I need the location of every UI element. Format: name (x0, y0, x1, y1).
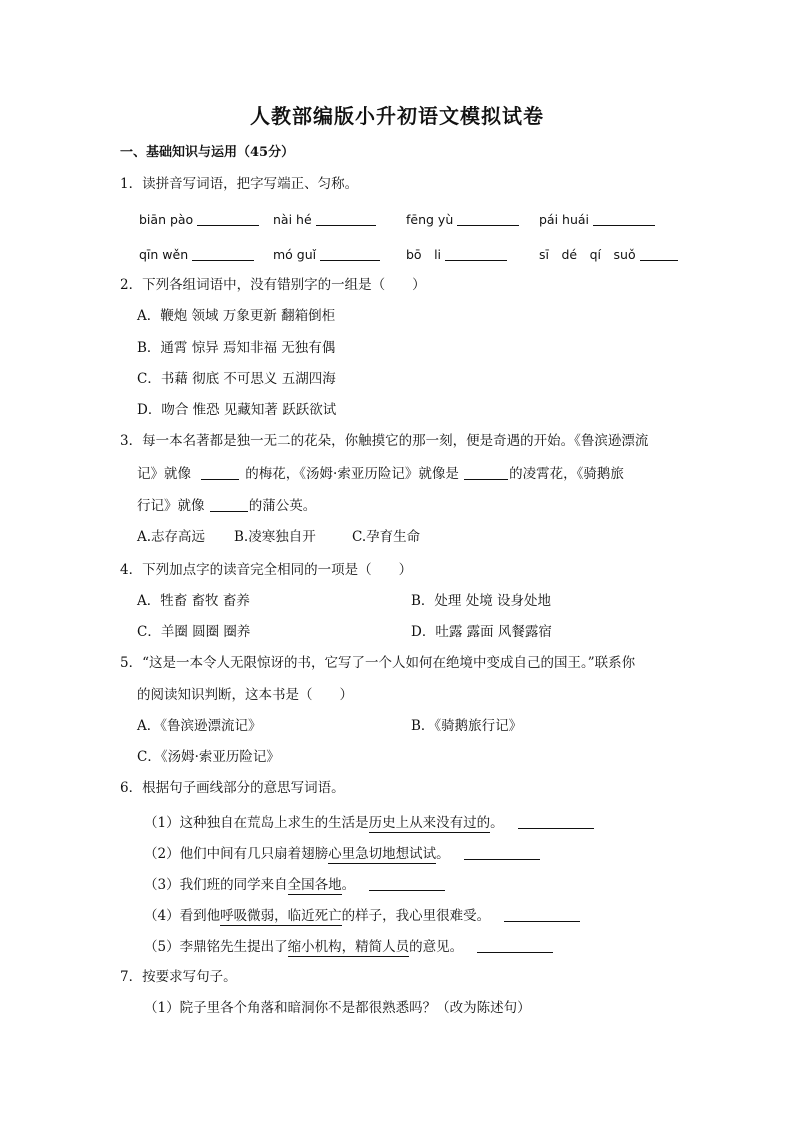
question-1-stem: 1．读拼音写词语，把字写端正、匀称。 (120, 176, 359, 192)
option-a[interactable]: A．《鲁滨逊漂流记》 (137, 718, 262, 734)
page-title: 人教部编版小升初语文模拟试卷 (250, 104, 544, 128)
option-c[interactable]: C．书藉 彻底 不可思义 五湖四海 (137, 371, 336, 387)
sub-item: （4）看到他呼吸微弱，临近死亡的样子，我心里很难受。 (144, 908, 580, 924)
answer-blank[interactable] (504, 908, 580, 922)
sub-item: （5）李鼎铭先生提出了缩小机构，精简人员的意见。 (144, 939, 553, 955)
option-a[interactable]: A．鞭炮 领域 万象更新 翻箱倒柜 (137, 308, 336, 324)
answer-blank[interactable] (457, 212, 519, 226)
answer-blank[interactable] (464, 466, 508, 480)
answer-blank[interactable] (320, 247, 380, 261)
sub-item: （3）我们班的同学来自全国各地。 (144, 877, 445, 893)
option-a[interactable]: A.志存高远 (137, 529, 206, 545)
question-4-stem: 4．下列加点字的读音完全相同的一项是（ ） (120, 562, 413, 578)
sub-item: （2）他们中间有几只扇着翅膀心里急切地想试试。 (144, 846, 540, 862)
pinyin-item: biān pào (139, 212, 259, 227)
answer-blank[interactable] (210, 498, 248, 512)
option-c[interactable]: C．羊圈 圆圈 圈养 (137, 624, 251, 640)
answer-blank[interactable] (445, 247, 507, 261)
question-5-line: 的阅读知识判断，这本书是（ ） (137, 687, 353, 703)
option-c[interactable]: C．《汤姆·索亚历险记》 (137, 749, 280, 765)
pinyin-item: mó guǐ (273, 247, 380, 262)
option-d[interactable]: D．吻合 惟恐 见藏知著 跃跃欲试 (137, 402, 337, 418)
question-5-line: 5．“这是一本令人无限惊讶的书，它写了一个人如何在绝境中变成自己的国王。”联系你 (120, 655, 636, 671)
question-6-stem: 6．根据句子画线部分的意思写词语。 (120, 780, 345, 796)
answer-blank[interactable] (640, 247, 678, 261)
sub-item: （1）这种独自在荒岛上求生的生活是历史上从来没有过的。 (144, 815, 594, 831)
answer-blank[interactable] (197, 212, 259, 226)
answer-blank[interactable] (593, 212, 655, 226)
answer-blank[interactable] (192, 247, 254, 261)
question-3-line: 3．每一本名著都是独一无二的花朵，你触摸它的那一刻，便是奇遇的开始。《鲁滨逊漂流 (120, 433, 649, 449)
answer-blank[interactable] (464, 846, 540, 860)
option-a[interactable]: A．牲畜 畜牧 畜养 (137, 593, 250, 609)
question-3-line: 记》就像 的梅花，《汤姆·索亚历险记》就像是 的凌霄花，《骑鹅旅 (137, 466, 624, 482)
option-b[interactable]: B．通霄 惊异 焉知非福 无独有偶 (137, 340, 336, 356)
pinyin-item: sī dé qí suǒ (539, 247, 678, 262)
answer-blank[interactable] (518, 815, 594, 829)
option-b[interactable]: B．《骑鹅旅行记》 (411, 718, 523, 734)
question-3-line: 行记》就像 的蒲公英。 (137, 498, 317, 514)
pinyin-item: bō li (406, 247, 507, 262)
answer-blank[interactable] (316, 212, 376, 226)
answer-blank[interactable] (477, 939, 553, 953)
answer-blank[interactable] (369, 877, 445, 891)
option-c[interactable]: C.孕育生命 (352, 529, 421, 545)
question-7-stem: 7．按要求写句子。 (120, 969, 237, 985)
option-d[interactable]: D．吐露 露面 风餐露宿 (411, 624, 552, 640)
option-b[interactable]: B.凌寒独自开 (234, 529, 316, 545)
sub-item: （1）院子里各个角落和暗洞你不是都很熟悉吗？（改为陈述句） (144, 1000, 531, 1016)
question-2-stem: 2．下列各组词语中，没有错别字的一组是（ ） (120, 277, 426, 293)
pinyin-item: pái huái (539, 212, 655, 227)
answer-blank[interactable] (201, 466, 239, 480)
pinyin-item: qīn wěn (139, 247, 254, 262)
pinyin-item: nài hé (273, 212, 376, 227)
option-b[interactable]: B．处理 处境 设身处地 (411, 593, 552, 609)
section-heading: 一、基础知识与运用（45分） (120, 145, 295, 160)
pinyin-item: fēng yù (406, 212, 519, 227)
